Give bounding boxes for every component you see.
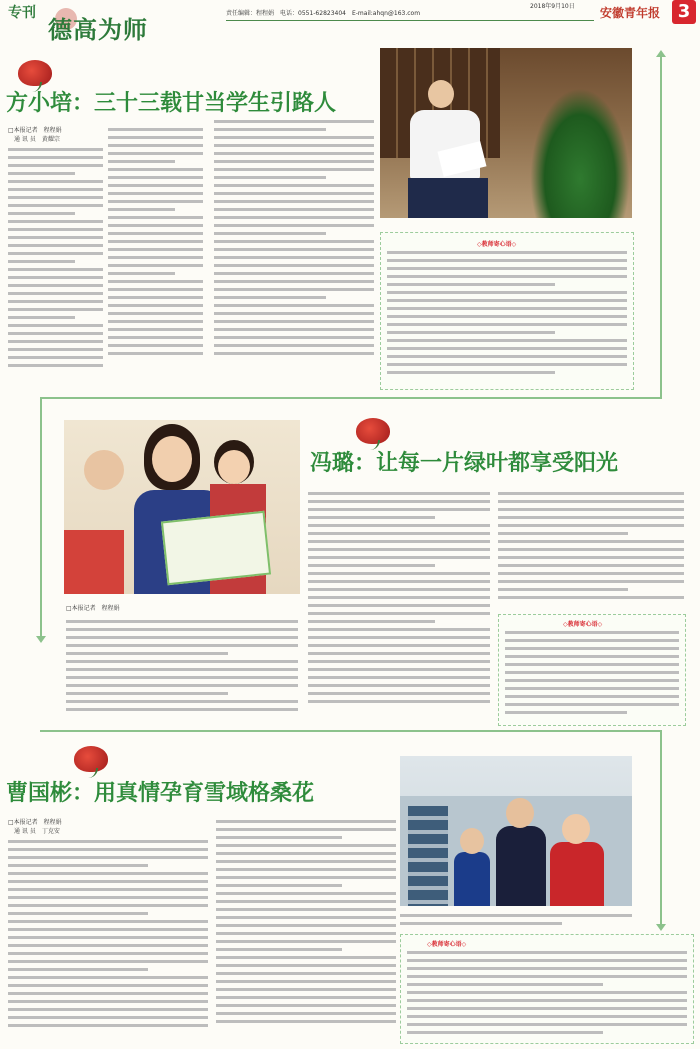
- guide-line: [40, 397, 42, 637]
- quote-box: [498, 614, 686, 726]
- section-label: 专刊: [8, 5, 36, 21]
- article-body-column: [308, 492, 490, 722]
- quote-box-title: ◇教师寄心语◇: [427, 941, 467, 948]
- flower-icon: [74, 746, 108, 772]
- column-title: 德高为师: [48, 16, 148, 44]
- article-body-column: [400, 914, 632, 932]
- article-body-column: [498, 492, 684, 610]
- group-photo: [400, 756, 632, 906]
- article-body-column: [216, 820, 396, 1045]
- article-body-column: [8, 148, 103, 378]
- article-byline: □本报记者 程程娟 通 讯 员 黄耀宗: [8, 127, 62, 143]
- page-number: 3: [672, 0, 696, 24]
- arrow-down-icon: [656, 924, 666, 931]
- page-header: [0, 0, 700, 44]
- quote-box: [400, 934, 694, 1044]
- article-title: 曹国彬：用真情孕育雪域格桑花: [6, 781, 315, 806]
- quote-box-title: ◇教师寄心语◇: [563, 621, 603, 628]
- guide-line: [40, 730, 660, 732]
- article-body-column: [8, 840, 208, 1045]
- newspaper-logo: 安徽青年报: [600, 6, 661, 20]
- guide-line: [40, 397, 662, 399]
- article-body-column: [214, 120, 374, 382]
- teacher-photo: [380, 48, 632, 218]
- flower-icon: [18, 60, 52, 86]
- arrow-down-icon: [36, 636, 46, 643]
- quote-box-title: ◇教师寄心语◇: [477, 241, 517, 248]
- quote-box: [380, 232, 634, 390]
- editor-info: 责任编辑：程程娟 电话：0551-62823404 E-mail:ahqn@163.com: [226, 10, 421, 17]
- guide-line: [660, 52, 662, 397]
- article-title: 方小培：三十三载甘当学生引路人: [6, 91, 337, 116]
- article-byline: □本报记者 程程娟 通 讯 员 丁克安: [8, 819, 62, 835]
- article-body-column: [108, 128, 203, 378]
- arrow-up-icon: [656, 50, 666, 57]
- issue-date: 2018年9月10日: [530, 3, 575, 10]
- article-body-column: [66, 620, 298, 720]
- classroom-photo: [64, 420, 300, 594]
- article-byline: □本报记者 程程娟: [66, 605, 120, 612]
- flower-icon: [356, 418, 390, 444]
- header-rule: [226, 20, 594, 21]
- guide-line: [660, 730, 662, 925]
- article-title: 冯璐：让每一片绿叶都享受阳光: [310, 451, 619, 476]
